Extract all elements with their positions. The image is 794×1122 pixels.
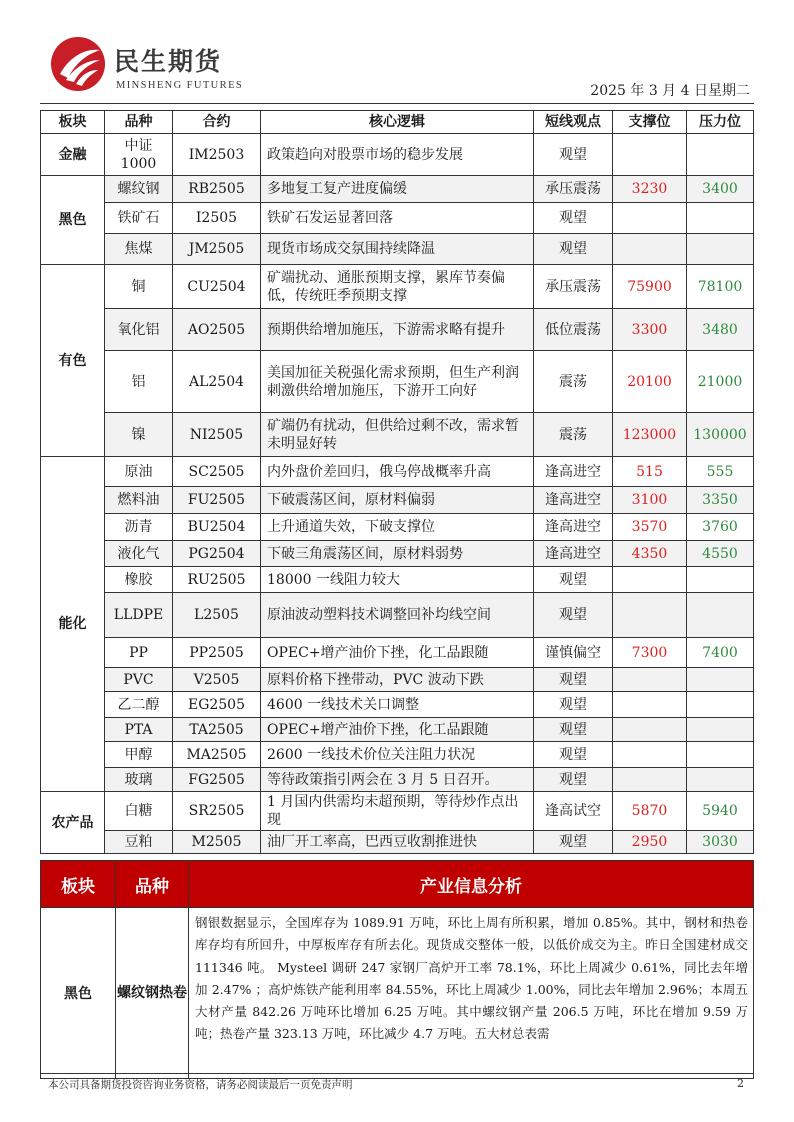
table-row: [41, 638, 754, 668]
core-logic: 下破震荡区间，原材料偏弱: [261, 487, 534, 514]
table-row: [41, 718, 754, 742]
resistance-level: [687, 234, 754, 265]
contract: RB2505: [173, 176, 261, 203]
support-level: [613, 668, 687, 692]
variety: PVC: [105, 668, 173, 692]
contract: L2505: [173, 593, 261, 638]
core-logic: 原料价格下挫带动，PVC 波动下跌: [261, 668, 534, 692]
table-row: [41, 234, 754, 265]
variety: 铝: [105, 351, 173, 413]
variety: 镍: [105, 413, 173, 457]
table-row: [41, 134, 754, 176]
variety: 玻璃: [105, 768, 173, 792]
core-logic: 原油波动塑料技术调整回补均线空间: [261, 593, 534, 638]
variety: PP: [105, 638, 173, 668]
short-view: 逢高进空: [534, 487, 613, 514]
resistance-level: 7400: [687, 638, 754, 668]
table-row: [41, 792, 754, 831]
support-level: 515: [613, 457, 687, 487]
table-row: [41, 567, 754, 593]
col-header-support: 支撑位: [613, 111, 687, 134]
short-view: 逢高进空: [534, 514, 613, 541]
industry-info-table: [40, 860, 754, 1079]
table-row: [41, 541, 754, 567]
info-col-variety: 品种: [116, 861, 189, 908]
table-row: [41, 768, 754, 792]
contract: JM2505: [173, 234, 261, 265]
futures-view-table: [40, 110, 754, 854]
resistance-level: 78100: [687, 265, 754, 309]
sector-black: 黑色: [41, 176, 105, 265]
brand-name-cn: 民生期货: [114, 47, 223, 76]
variety: 豆粕: [105, 831, 173, 854]
contract: CU2504: [173, 265, 261, 309]
resistance-level: [687, 134, 754, 176]
variety: 乙二醇: [105, 692, 173, 718]
variety: 沥青: [105, 514, 173, 541]
support-level: 75900: [613, 265, 687, 309]
resistance-level: 555: [687, 457, 754, 487]
support-level: 3100: [613, 487, 687, 514]
core-logic: OPEC+增产油价下挫，化工品跟随: [261, 718, 534, 742]
footer-divider: [40, 1073, 754, 1074]
variety: 燃料油: [105, 487, 173, 514]
short-view: 观望: [534, 668, 613, 692]
resistance-level: 3030: [687, 831, 754, 854]
contract: FU2505: [173, 487, 261, 514]
table-row: [41, 176, 754, 203]
resistance-level: 3760: [687, 514, 754, 541]
table-row: [41, 831, 754, 854]
resistance-level: 3400: [687, 176, 754, 203]
resistance-level: [687, 768, 754, 792]
table-row: [41, 413, 754, 457]
variety: 原油: [105, 457, 173, 487]
short-view: 低位震荡: [534, 309, 613, 351]
minsheng-logo-icon: [50, 36, 106, 92]
support-level: 3570: [613, 514, 687, 541]
variety: 白糖: [105, 792, 173, 831]
footer-disclaimer: 本公司具备期货投资咨询业务资格，请务必阅读最后一页免责声明: [48, 1079, 353, 1091]
short-view: 观望: [534, 567, 613, 593]
contract: V2505: [173, 668, 261, 692]
sector-nonferrous: 有色: [41, 265, 105, 457]
variety: 螺纹钢: [105, 176, 173, 203]
core-logic: OPEC+增产油价下挫，化工品跟随: [261, 638, 534, 668]
variety: 铜: [105, 265, 173, 309]
variety: 焦煤: [105, 234, 173, 265]
variety: 橡胶: [105, 567, 173, 593]
core-logic: 内外盘价差回归，俄乌停战概率升高: [261, 457, 534, 487]
page-number: 2: [737, 1077, 744, 1090]
core-logic: 2600 一线技术价位关注阻力状况: [261, 742, 534, 768]
support-level: [613, 134, 687, 176]
core-logic: 4600 一线技术关口调整: [261, 692, 534, 718]
core-logic: 矿端仍有扰动，但供给过剩不改，需求暂未明显好转: [261, 413, 534, 457]
core-logic: 矿端扰动、通胀预期支撑，累库节奏偏低，传统旺季预期支撑: [261, 265, 534, 309]
table-header-row: [41, 111, 754, 134]
short-view: 震荡: [534, 413, 613, 457]
table-row: [41, 309, 754, 351]
support-level: [613, 742, 687, 768]
sector-energy: 能化: [41, 457, 105, 792]
short-view: 承压震荡: [534, 265, 613, 309]
support-level: 2950: [613, 831, 687, 854]
table-row: [41, 692, 754, 718]
table-row: [41, 514, 754, 541]
short-view: 观望: [534, 203, 613, 234]
col-header-resistance: 压力位: [687, 111, 754, 134]
resistance-level: [687, 567, 754, 593]
contract: RU2505: [173, 567, 261, 593]
col-header-variety: 品种: [105, 111, 173, 134]
contract: PG2504: [173, 541, 261, 567]
info-variety-rebar-hrc: 螺纹钢热卷: [116, 908, 189, 1079]
contract: MA2505: [173, 742, 261, 768]
variety: 液化气: [105, 541, 173, 567]
short-view: 观望: [534, 768, 613, 792]
table-row: [41, 265, 754, 309]
contract: TA2505: [173, 718, 261, 742]
core-logic: 1 月国内供需均未超预期，等待炒作点出现: [261, 792, 534, 831]
table-row: [41, 742, 754, 768]
report-date: 2025 年 3 月 4 日星期二: [590, 83, 750, 99]
support-level: [613, 203, 687, 234]
core-logic: 油厂开工率高，巴西豆收割推进快: [261, 831, 534, 854]
resistance-level: 5940: [687, 792, 754, 831]
support-level: [613, 593, 687, 638]
resistance-level: 21000: [687, 351, 754, 413]
core-logic: 多地复工复产进度偏缓: [261, 176, 534, 203]
variety: 氧化铝: [105, 309, 173, 351]
contract: SR2505: [173, 792, 261, 831]
table-row: [41, 203, 754, 234]
page-header: [40, 36, 754, 102]
short-view: 观望: [534, 692, 613, 718]
resistance-level: [687, 593, 754, 638]
col-header-view: 短线观点: [534, 111, 613, 134]
contract: IM2503: [173, 134, 261, 176]
support-level: 4350: [613, 541, 687, 567]
resistance-level: [687, 742, 754, 768]
info-row: [41, 908, 754, 1079]
table-row: [41, 351, 754, 413]
core-logic: 政策趋向对股票市场的稳步发展: [261, 134, 534, 176]
contract: PP2505: [173, 638, 261, 668]
core-logic: 上升通道失效，下破支撑位: [261, 514, 534, 541]
contract: FG2505: [173, 768, 261, 792]
support-level: 3300: [613, 309, 687, 351]
table-row: [41, 457, 754, 487]
support-level: 20100: [613, 351, 687, 413]
support-level: 5870: [613, 792, 687, 831]
contract: M2505: [173, 831, 261, 854]
info-col-sector: 板块: [41, 861, 116, 908]
support-level: 3230: [613, 176, 687, 203]
short-view: 观望: [534, 742, 613, 768]
short-view: 观望: [534, 593, 613, 638]
sector-agri: 农产品: [41, 792, 105, 854]
contract: NI2505: [173, 413, 261, 457]
support-level: [613, 692, 687, 718]
contract: AO2505: [173, 309, 261, 351]
variety: LLDPE: [105, 593, 173, 638]
short-view: 观望: [534, 831, 613, 854]
support-level: [613, 567, 687, 593]
col-header-logic: 核心逻辑: [261, 111, 534, 134]
contract: BU2504: [173, 514, 261, 541]
support-level: 123000: [613, 413, 687, 457]
variety: 中证 1000: [105, 134, 173, 176]
core-logic: 铁矿石发运显著回落: [261, 203, 534, 234]
header-divider: [40, 103, 754, 104]
col-header-contract: 合约: [173, 111, 261, 134]
short-view: 震荡: [534, 351, 613, 413]
resistance-level: 3480: [687, 309, 754, 351]
core-logic: 等待政策指引两会在 3 月 5 日召开。: [261, 768, 534, 792]
col-header-sector: 板块: [41, 111, 105, 134]
table-row: [41, 668, 754, 692]
table-row: [41, 487, 754, 514]
contract: I2505: [173, 203, 261, 234]
resistance-level: [687, 203, 754, 234]
core-logic: 预期供给增加施压，下游需求略有提升: [261, 309, 534, 351]
core-logic: 美国加征关税强化需求预期，但生产利润刺激供给增加施压，下游开工向好: [261, 351, 534, 413]
variety: 甲醇: [105, 742, 173, 768]
short-view: 谨慎偏空: [534, 638, 613, 668]
core-logic: 18000 一线阻力较大: [261, 567, 534, 593]
sector-finance: 金融: [41, 134, 105, 176]
core-logic: 下破三角震荡区间，原材料弱势: [261, 541, 534, 567]
info-header-row: [41, 861, 754, 908]
contract: AL2504: [173, 351, 261, 413]
core-logic: 现货市场成交氛围持续降温: [261, 234, 534, 265]
short-view: 逢高试空: [534, 792, 613, 831]
short-view: 逢高进空: [534, 541, 613, 567]
short-view: 承压震荡: [534, 176, 613, 203]
short-view: 观望: [534, 134, 613, 176]
info-col-analysis: 产业信息分析: [189, 861, 754, 908]
contract: SC2505: [173, 457, 261, 487]
resistance-level: 130000: [687, 413, 754, 457]
resistance-level: 4550: [687, 541, 754, 567]
support-level: 7300: [613, 638, 687, 668]
variety: PTA: [105, 718, 173, 742]
variety: 铁矿石: [105, 203, 173, 234]
short-view: 观望: [534, 234, 613, 265]
info-sector-black: 黑色: [41, 908, 116, 1079]
support-level: [613, 718, 687, 742]
short-view: 逢高进空: [534, 457, 613, 487]
brand-name-en: MINSHENG FUTURES: [116, 80, 244, 91]
resistance-level: [687, 718, 754, 742]
contract: EG2505: [173, 692, 261, 718]
table-row: [41, 593, 754, 638]
resistance-level: [687, 692, 754, 718]
resistance-level: 3350: [687, 487, 754, 514]
support-level: [613, 234, 687, 265]
support-level: [613, 768, 687, 792]
short-view: 观望: [534, 718, 613, 742]
industry-analysis-text: 钢银数据显示，全国库存为 1089.91 万吨，环比上周有所积累，增加 0.85%。其中，钢材和热卷库存均有所回升，中厚板库存有所去化。现货成交整体一般，以低价成交为主。昨日全国建材成交 111346 吨。 Mysteel 调研 247 家钢厂高炉开工率 78.1%，环比上周减少 0.61%，同比去年增加 2.47% ；高炉炼铁产能利用率 84.55%，环比上周减少 1.00%，同比去年增加 2.96%；本周五大材产量 842.26 万吨环比增加 6.25 万吨。其中螺纹钢产量 206.5 万吨，环比在增加 9.59 万吨；热卷产量 323.13 万吨，环比减少 4.7 万吨。五大材总表需: [189, 908, 754, 1079]
resistance-level: [687, 668, 754, 692]
